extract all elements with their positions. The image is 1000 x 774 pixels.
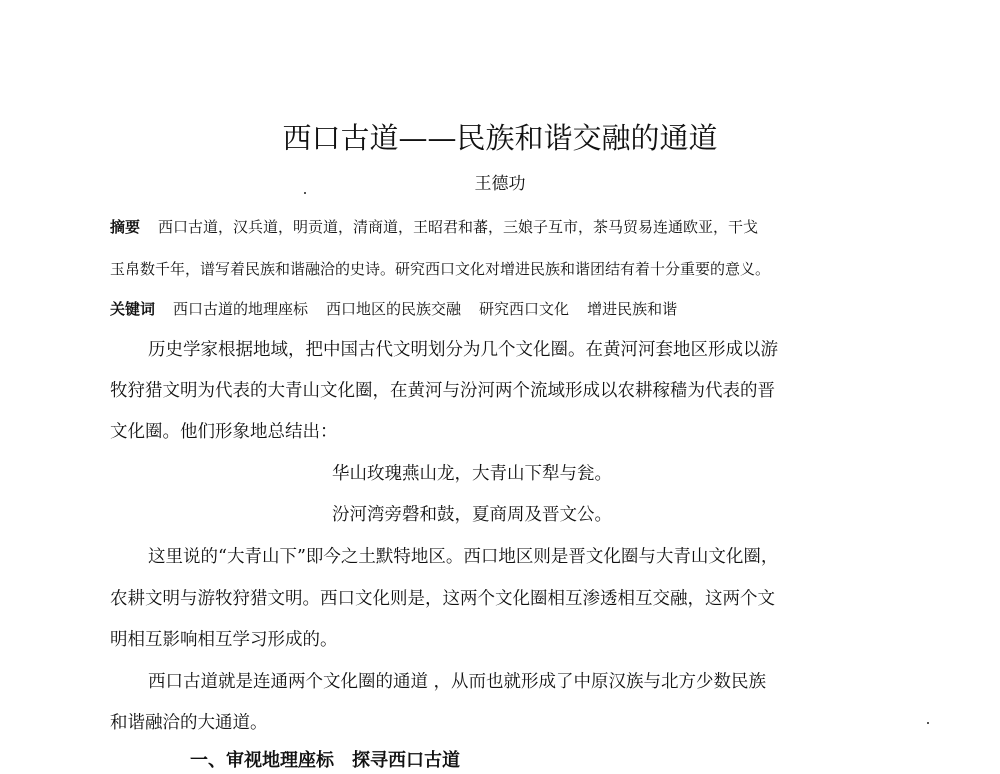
verse-line-2: 汾河湾旁磬和鼓，夏商周及晋文公。 bbox=[332, 505, 612, 525]
paragraph-2-line-1: 这里说的“大青山下”即今之土默特地区。西口地区则是晋文化圈与大青山文化圈， bbox=[148, 547, 779, 567]
paragraph-2-line-3: 明相互影响相互学习形成的。 bbox=[110, 630, 338, 650]
author-name: 王德功 bbox=[474, 174, 526, 194]
paragraph-1-line-1: 历史学家根据地域，把中国古代文明划分为几个文化圈。在黄河河套地区形成以游 bbox=[148, 340, 778, 360]
keyword: 西口古道的地理座标 bbox=[173, 300, 309, 318]
scan-speck bbox=[927, 722, 929, 724]
keywords-line bbox=[110, 296, 870, 322]
document-title: 西口古道——民族和谐交融的通道 bbox=[282, 121, 718, 155]
abstract-line-2: 玉帛数千年，谱写着民族和谐融洽的史诗。研究西口文化对增进民族和谐团结有着十分重要的意义。 bbox=[110, 260, 771, 278]
paragraph-3-line-2: 和谐融洽的大通道。 bbox=[110, 713, 268, 733]
keyword: 西口地区的民族交融 bbox=[326, 300, 462, 318]
abstract-label: 摘要 bbox=[110, 218, 141, 236]
keywords-label: 关键词 bbox=[110, 300, 156, 318]
paragraph-1-line-2: 牧狩猎文明为代表的大青山文化圈，在黄河与汾河两个流域形成以农耕稼穑为代表的晋 bbox=[110, 381, 775, 401]
keyword: 研究西口文化 bbox=[479, 300, 570, 318]
section-heading: 一、审视地理座标 探寻西口古道 bbox=[190, 750, 460, 771]
abstract-text-1: 西口古道，汉兵道，明贡道，清商道，王昭君和蕃，三娘子互市，茶马贸易连通欧亚，干戈 bbox=[158, 218, 759, 236]
keyword: 增进民族和谐 bbox=[587, 300, 678, 318]
verse-line-1: 华山玫瑰燕山龙，大青山下犁与瓮。 bbox=[332, 464, 612, 484]
paragraph-3-line-1: 西口古道就是连通两个文化圈的通道 ，从而也就形成了中原汉族与北方少数民族 bbox=[148, 672, 767, 692]
paragraph-1-line-3: 文化圈。他们形象地总结出： bbox=[110, 422, 338, 442]
abstract-line-1 bbox=[110, 214, 870, 240]
paragraph-2-line-2: 农耕文明与游牧狩猎文明。西口文化则是，这两个文化圈相互渗透相互交融，这两个文 bbox=[110, 589, 775, 609]
